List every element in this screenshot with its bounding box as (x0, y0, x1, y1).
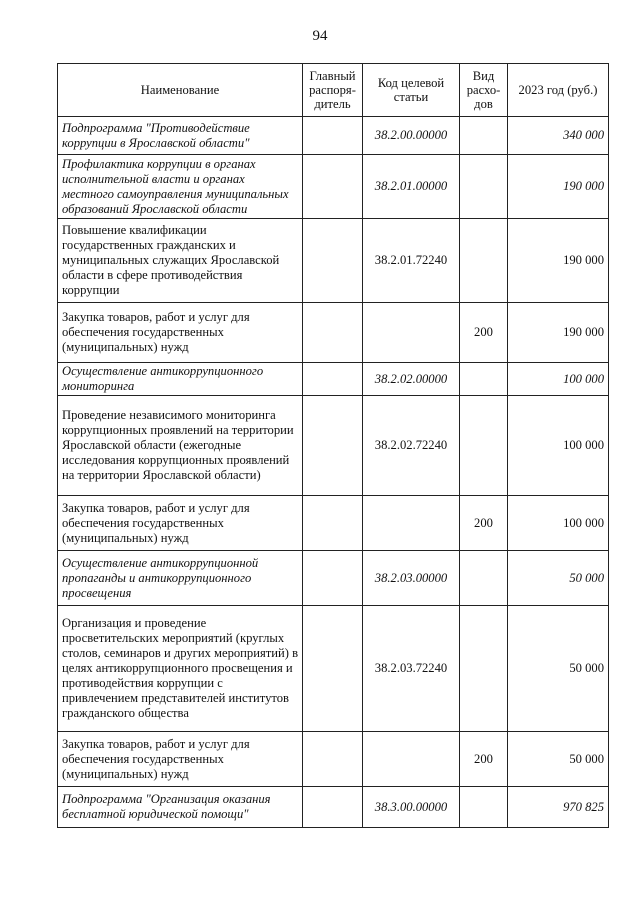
table-row (58, 396, 609, 496)
cell-amount: 100 000 (508, 363, 609, 396)
header-row (58, 64, 609, 117)
table-row (58, 606, 609, 732)
header-expense: Вид расхо-дов (460, 64, 508, 117)
cell-name: Подпрограмма "Организация оказания бесплатной юридической помощи" (58, 787, 303, 828)
cell-code (363, 496, 460, 551)
cell-expense (460, 219, 508, 303)
table-row (58, 551, 609, 606)
cell-code: 38.2.01.00000 (363, 155, 460, 219)
table-row (58, 219, 609, 303)
cell-amount: 50 000 (508, 732, 609, 787)
cell-expense (460, 155, 508, 219)
cell-code: 38.3.00.00000 (363, 787, 460, 828)
table-row (58, 363, 609, 396)
cell-expense: 200 (460, 732, 508, 787)
cell-manager (303, 396, 363, 496)
cell-expense (460, 363, 508, 396)
cell-expense: 200 (460, 496, 508, 551)
cell-expense: 200 (460, 303, 508, 363)
cell-code: 38.2.02.00000 (363, 363, 460, 396)
cell-code (363, 303, 460, 363)
cell-manager (303, 496, 363, 551)
cell-amount: 50 000 (508, 606, 609, 732)
table-body (58, 117, 609, 828)
cell-expense (460, 606, 508, 732)
cell-manager (303, 606, 363, 732)
cell-expense (460, 551, 508, 606)
cell-code: 38.2.00.00000 (363, 117, 460, 155)
cell-code: 38.2.03.00000 (363, 551, 460, 606)
cell-name: Повышение квалификации государственных гражданских и муниципальных служащих Ярославской области в сфере противодействия коррупции (58, 219, 303, 303)
table-row (58, 117, 609, 155)
header-name: Наименование (58, 64, 303, 117)
cell-amount: 100 000 (508, 496, 609, 551)
cell-name: Подпрограмма "Противодействие коррупции в Ярославской области" (58, 117, 303, 155)
cell-manager (303, 117, 363, 155)
table-row (58, 496, 609, 551)
cell-manager (303, 219, 363, 303)
cell-name: Закупка товаров, работ и услуг для обеспечения государственных (муниципальных) нужд (58, 496, 303, 551)
cell-manager (303, 551, 363, 606)
cell-amount: 50 000 (508, 551, 609, 606)
table-row (58, 303, 609, 363)
cell-manager (303, 363, 363, 396)
cell-code: 38.2.03.72240 (363, 606, 460, 732)
cell-amount: 190 000 (508, 303, 609, 363)
cell-amount: 190 000 (508, 155, 609, 219)
cell-amount: 340 000 (508, 117, 609, 155)
page-number: 94 (312, 28, 328, 44)
cell-amount: 970 825 (508, 787, 609, 828)
cell-amount: 190 000 (508, 219, 609, 303)
cell-name: Осуществление антикоррупционного мониторинга (58, 363, 303, 396)
header-manager: Главный распоря-дитель (303, 64, 363, 117)
cell-name: Осуществление антикоррупционной пропаганды и антикоррупционного просвещения (58, 551, 303, 606)
cell-name: Проведение независимого мониторинга коррупционных проявлений на территории Ярославской области (ежегодные исследования коррупционных проявлений на территории Ярославской области) (58, 396, 303, 496)
cell-expense (460, 117, 508, 155)
cell-expense (460, 787, 508, 828)
table-row (58, 787, 609, 828)
cell-manager (303, 732, 363, 787)
header-code: Код целевой статьи (363, 64, 460, 117)
cell-name: Организация и проведение просветительских мероприятий (круглых столов, семинаров и других мероприятий) в целях антикоррупционного просвещения и противодействия коррупции с привлечением представителей институтов гражданского общества (58, 606, 303, 732)
cell-amount: 100 000 (508, 396, 609, 496)
cell-name: Закупка товаров, работ и услуг для обеспечения государственных (муниципальных) нужд (58, 303, 303, 363)
table-row (58, 732, 609, 787)
cell-code: 38.2.02.72240 (363, 396, 460, 496)
budget-table (57, 63, 609, 828)
cell-expense (460, 396, 508, 496)
header-amount: 2023 год (руб.) (508, 64, 609, 117)
cell-code (363, 732, 460, 787)
cell-manager (303, 303, 363, 363)
cell-manager (303, 155, 363, 219)
table-row (58, 155, 609, 219)
cell-name: Закупка товаров, работ и услуг для обеспечения государственных (муниципальных) нужд (58, 732, 303, 787)
cell-code: 38.2.01.72240 (363, 219, 460, 303)
cell-name: Профилактика коррупции в органах исполнительной власти и органах местного самоуправления муниципальных образований Ярославской области (58, 155, 303, 219)
cell-manager (303, 787, 363, 828)
